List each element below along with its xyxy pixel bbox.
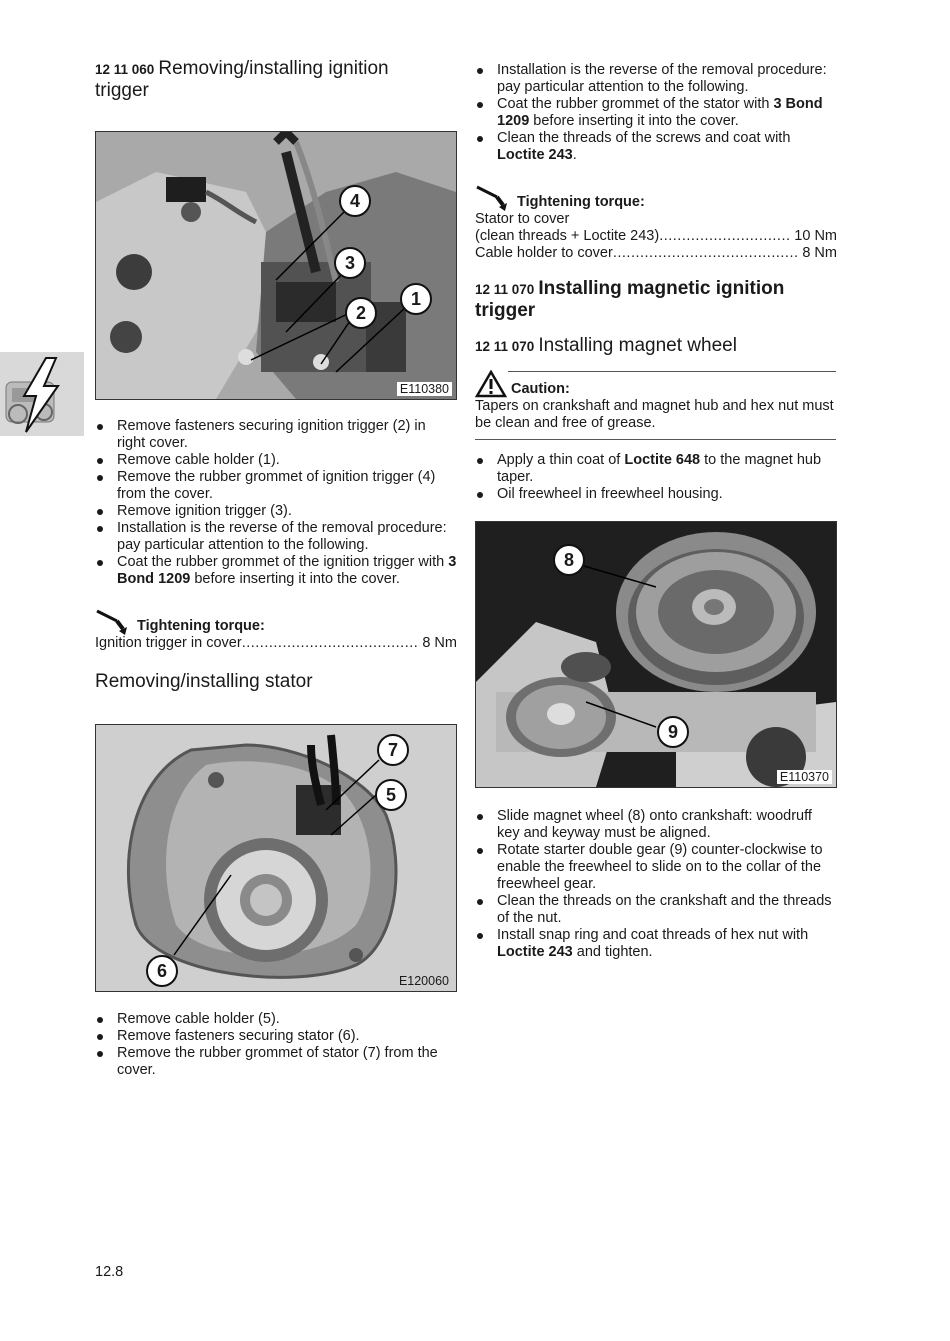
- stator-photo: [96, 725, 456, 991]
- divider: [475, 439, 836, 440]
- torque-row: [95, 635, 457, 652]
- callout-3: 3: [334, 247, 366, 279]
- bullet-list-magnet-hub: [475, 452, 837, 503]
- torque-row: [475, 228, 837, 245]
- callout-2: 2: [345, 297, 377, 329]
- torque-block-1: [95, 605, 457, 652]
- list-item: Remove the rubber grommet of stator (7) from the cover.: [95, 1045, 457, 1079]
- torque-label: Cable holder to cover: [475, 245, 613, 261]
- torque-label: Ignition trigger in cover: [95, 635, 242, 651]
- dot-leader: [613, 245, 800, 262]
- torque-label: (clean threads + Loctite 243): [475, 228, 660, 244]
- bullet-list-magnet-wheel: [475, 808, 837, 961]
- text-run: before inserting it into the cover.: [529, 113, 739, 129]
- figure-ignition-trigger: [95, 131, 457, 400]
- section-title-line2: trigger: [95, 80, 149, 101]
- text-run: Clean the threads of the screws and coat with: [497, 130, 791, 146]
- bold-run: Loctite 243: [497, 944, 573, 960]
- text-run: Coat the rubber grommet of the ignition trigger with: [117, 554, 449, 570]
- callout-4: 4: [339, 185, 371, 217]
- section-title-stator: Removing/installing stator: [95, 671, 313, 692]
- wrench-icon: [475, 181, 511, 211]
- list-item: Remove cable holder (5).: [95, 1011, 457, 1028]
- caution-triangle-icon: [475, 370, 507, 398]
- list-item: Remove cable holder (1).: [95, 452, 457, 469]
- bold-run: 3 Bond 1209: [497, 96, 823, 129]
- list-item: Remove ignition trigger (3).: [95, 503, 457, 520]
- text-run: Install snap ring and coat threads of hex nut with: [497, 927, 809, 943]
- text-run: .: [572, 147, 577, 163]
- caution-text: Tapers on crankshaft and magnet hub and hex nut must be clean and free of grease.: [475, 398, 834, 431]
- text-run: before inserting it into the cover.: [190, 571, 400, 587]
- torque-value: 8 Nm: [422, 635, 457, 651]
- section-title-magnetic-ignition: [475, 278, 837, 322]
- bullet-list-stator: [95, 1011, 457, 1079]
- text-run: Coat the rubber grommet of the stator with: [497, 96, 774, 112]
- electrical-bolt-tab-icon: [0, 352, 84, 436]
- list-item: [475, 927, 837, 961]
- figure-label: E120060: [398, 974, 449, 988]
- list-item: Remove the rubber grommet of ignition trigger (4) from the cover.: [95, 469, 457, 503]
- torque-line: Stator to cover: [475, 211, 570, 227]
- section-code: 12 11 070: [475, 282, 535, 297]
- engine-cover-photo: [96, 132, 456, 399]
- torque-value: 8 Nm: [802, 245, 837, 261]
- callout-5: 5: [375, 779, 407, 811]
- figure-stator: [95, 724, 457, 992]
- torque-block-2: [475, 181, 837, 262]
- list-item: Slide magnet wheel (8) onto crankshaft: woodruff key and keyway must be aligned.: [475, 808, 837, 842]
- list-item: [95, 554, 457, 588]
- bullet-list-ignition-trigger: [95, 418, 457, 588]
- bold-run: 3 Bond 1209: [117, 554, 457, 587]
- list-item: Remove fasteners securing ignition trigger (2) in right cover.: [95, 418, 457, 452]
- bold-run: Loctite 648: [624, 452, 701, 468]
- callout-9: 9: [657, 716, 689, 748]
- dot-leader: [659, 228, 791, 245]
- section-code: 12 11 060: [95, 62, 155, 77]
- caution-heading: Caution:: [511, 381, 570, 397]
- caution-block: [475, 370, 837, 432]
- torque-row: [475, 245, 837, 262]
- page-number: 12.8: [95, 1264, 124, 1280]
- list-item: Installation is the reverse of the removal procedure: pay particular attention to the following.: [475, 62, 837, 96]
- section-title-magnet-wheel: [475, 335, 837, 357]
- chapter-thumb-tab: [0, 352, 84, 436]
- wrench-icon: [95, 605, 131, 635]
- section-title: Installing magnet wheel: [538, 335, 737, 356]
- section-title-line1: Installing magnetic ignition: [538, 278, 785, 299]
- list-item: [475, 96, 837, 130]
- list-item: Oil freewheel in freewheel housing.: [475, 486, 837, 503]
- section-title-line2: trigger: [475, 300, 536, 321]
- figure-label: E110380: [397, 382, 452, 396]
- bold-run: Loctite 243: [497, 147, 573, 163]
- list-item: Remove fasteners securing stator (6).: [95, 1028, 457, 1045]
- torque-heading: Tightening torque:: [517, 194, 645, 210]
- callout-8: 8: [553, 544, 585, 576]
- callout-7: 7: [377, 734, 409, 766]
- callout-6: 6: [146, 955, 178, 987]
- section-title-line1: Removing/installing ignition: [158, 58, 389, 79]
- torque-value: 10 Nm: [794, 228, 837, 244]
- section-title-ignition-trigger: [95, 58, 455, 102]
- text-run: and tighten.: [572, 944, 653, 960]
- text-run: Apply a thin coat of: [497, 452, 625, 468]
- dot-leader: [242, 635, 420, 652]
- list-item: [475, 130, 837, 164]
- figure-magnet-wheel: [475, 521, 837, 788]
- magnet-wheel-photo: [476, 522, 836, 787]
- callout-1: 1: [400, 283, 432, 315]
- figure-label: E110370: [777, 770, 832, 784]
- section-code: 12 11 070: [475, 339, 535, 354]
- text-run: to the magnet hub taper.: [497, 452, 822, 485]
- list-item: [475, 452, 837, 486]
- list-item: Installation is the reverse of the removal procedure: pay particular attention to the following.: [95, 520, 457, 554]
- bullet-list-stator-install: [475, 62, 837, 164]
- list-item: Clean the threads on the crankshaft and the threads of the nut.: [475, 893, 837, 927]
- list-item: Rotate starter double gear (9) counter-clockwise to enable the freewheel to slide on to the collar of the freewheel gear.: [475, 842, 837, 893]
- torque-heading: Tightening torque:: [137, 618, 265, 634]
